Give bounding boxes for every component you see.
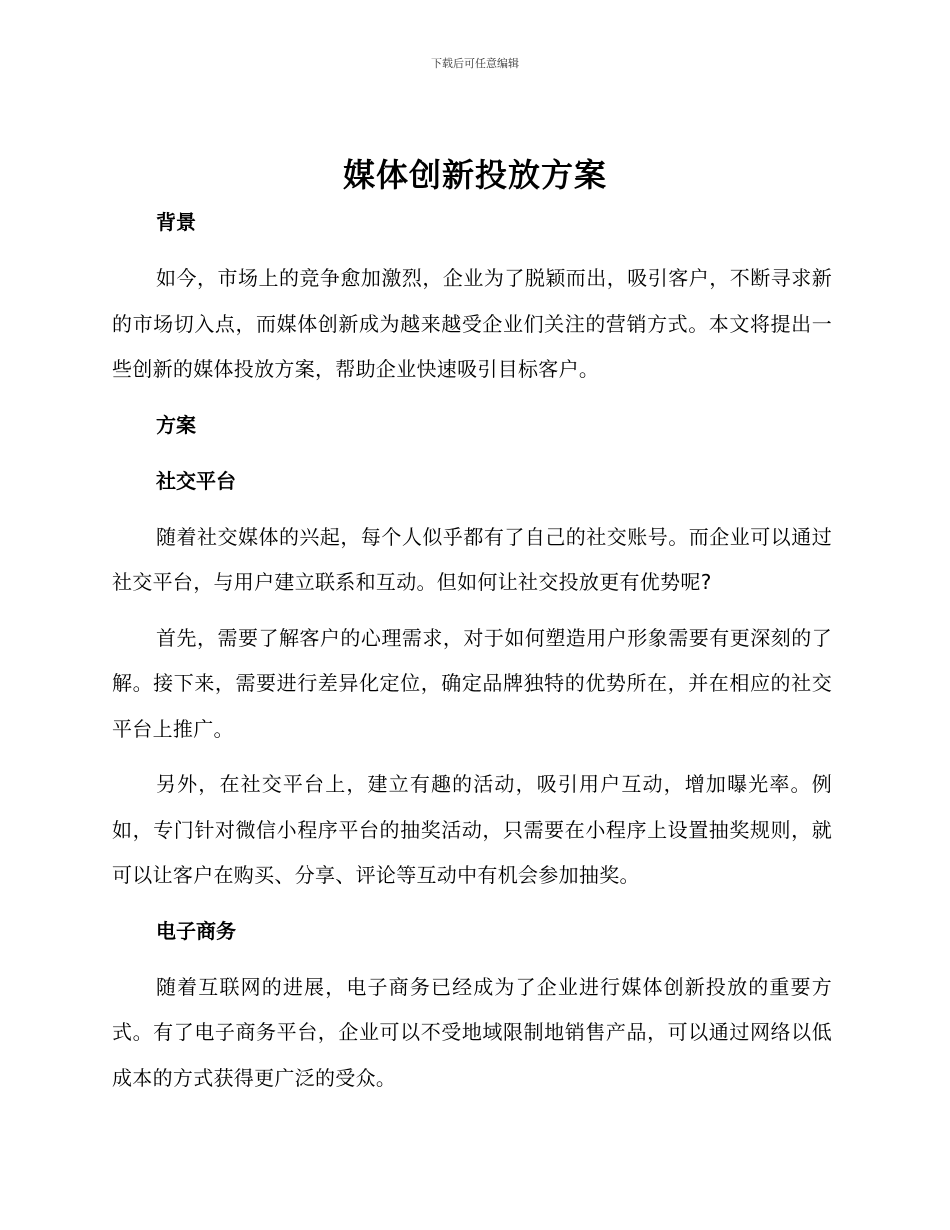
section-heading-plan: 方案 [156, 412, 196, 437]
paragraph-social-1: 随着社交媒体的兴起，每个人似乎都有了自己的社交账号。而企业可以通过社交平台，与用户建立联系和互动。但如何让社交投放更有优势呢? [112, 524, 832, 594]
paragraph-social-2: 首先，需要了解客户的心理需求，对于如何塑造用户形象需要有更深刻的了解。接下来，需要进行差异化定位，确定品牌独特的优势所在，并在相应的社交平台上推广。 [112, 625, 832, 741]
section-heading-ecommerce: 电子商务 [156, 918, 236, 943]
paragraph-background: 如今，市场上的竞争愈加激烈，企业为了脱颖而出，吸引客户，不断寻求新的市场切入点，而媒体创新成为越来越受企业们关注的营销方式。本文将提出一些创新的媒体投放方案，帮助企业快速吸引目标客户。 [112, 266, 832, 381]
document-body [112, 200, 832, 1101]
paragraph-social-3: 另外，在社交平台上，建立有趣的活动，吸引用户互动，增加曝光率。例如，专门针对微信小程序平台的抽奖活动，只需要在小程序上设置抽奖规则，就可以让客户在购买、分享、评论等互动中有机会参加抽奖。 [112, 772, 832, 887]
paragraph-ecommerce: 随着互联网的进展，电子商务已经成为了企业进行媒体创新投放的重要方式。有了电子商务平台，企业可以不受地域限制地销售产品，可以通过网络以低成本的方式获得更广泛的受众。 [112, 974, 832, 1090]
document-title: 媒体创新投放方案 [342, 156, 607, 194]
page-header-note: 下载后可任意编辑 [431, 57, 519, 70]
section-heading-background: 背景 [156, 210, 196, 234]
section-heading-social-platform: 社交平台 [156, 468, 236, 493]
